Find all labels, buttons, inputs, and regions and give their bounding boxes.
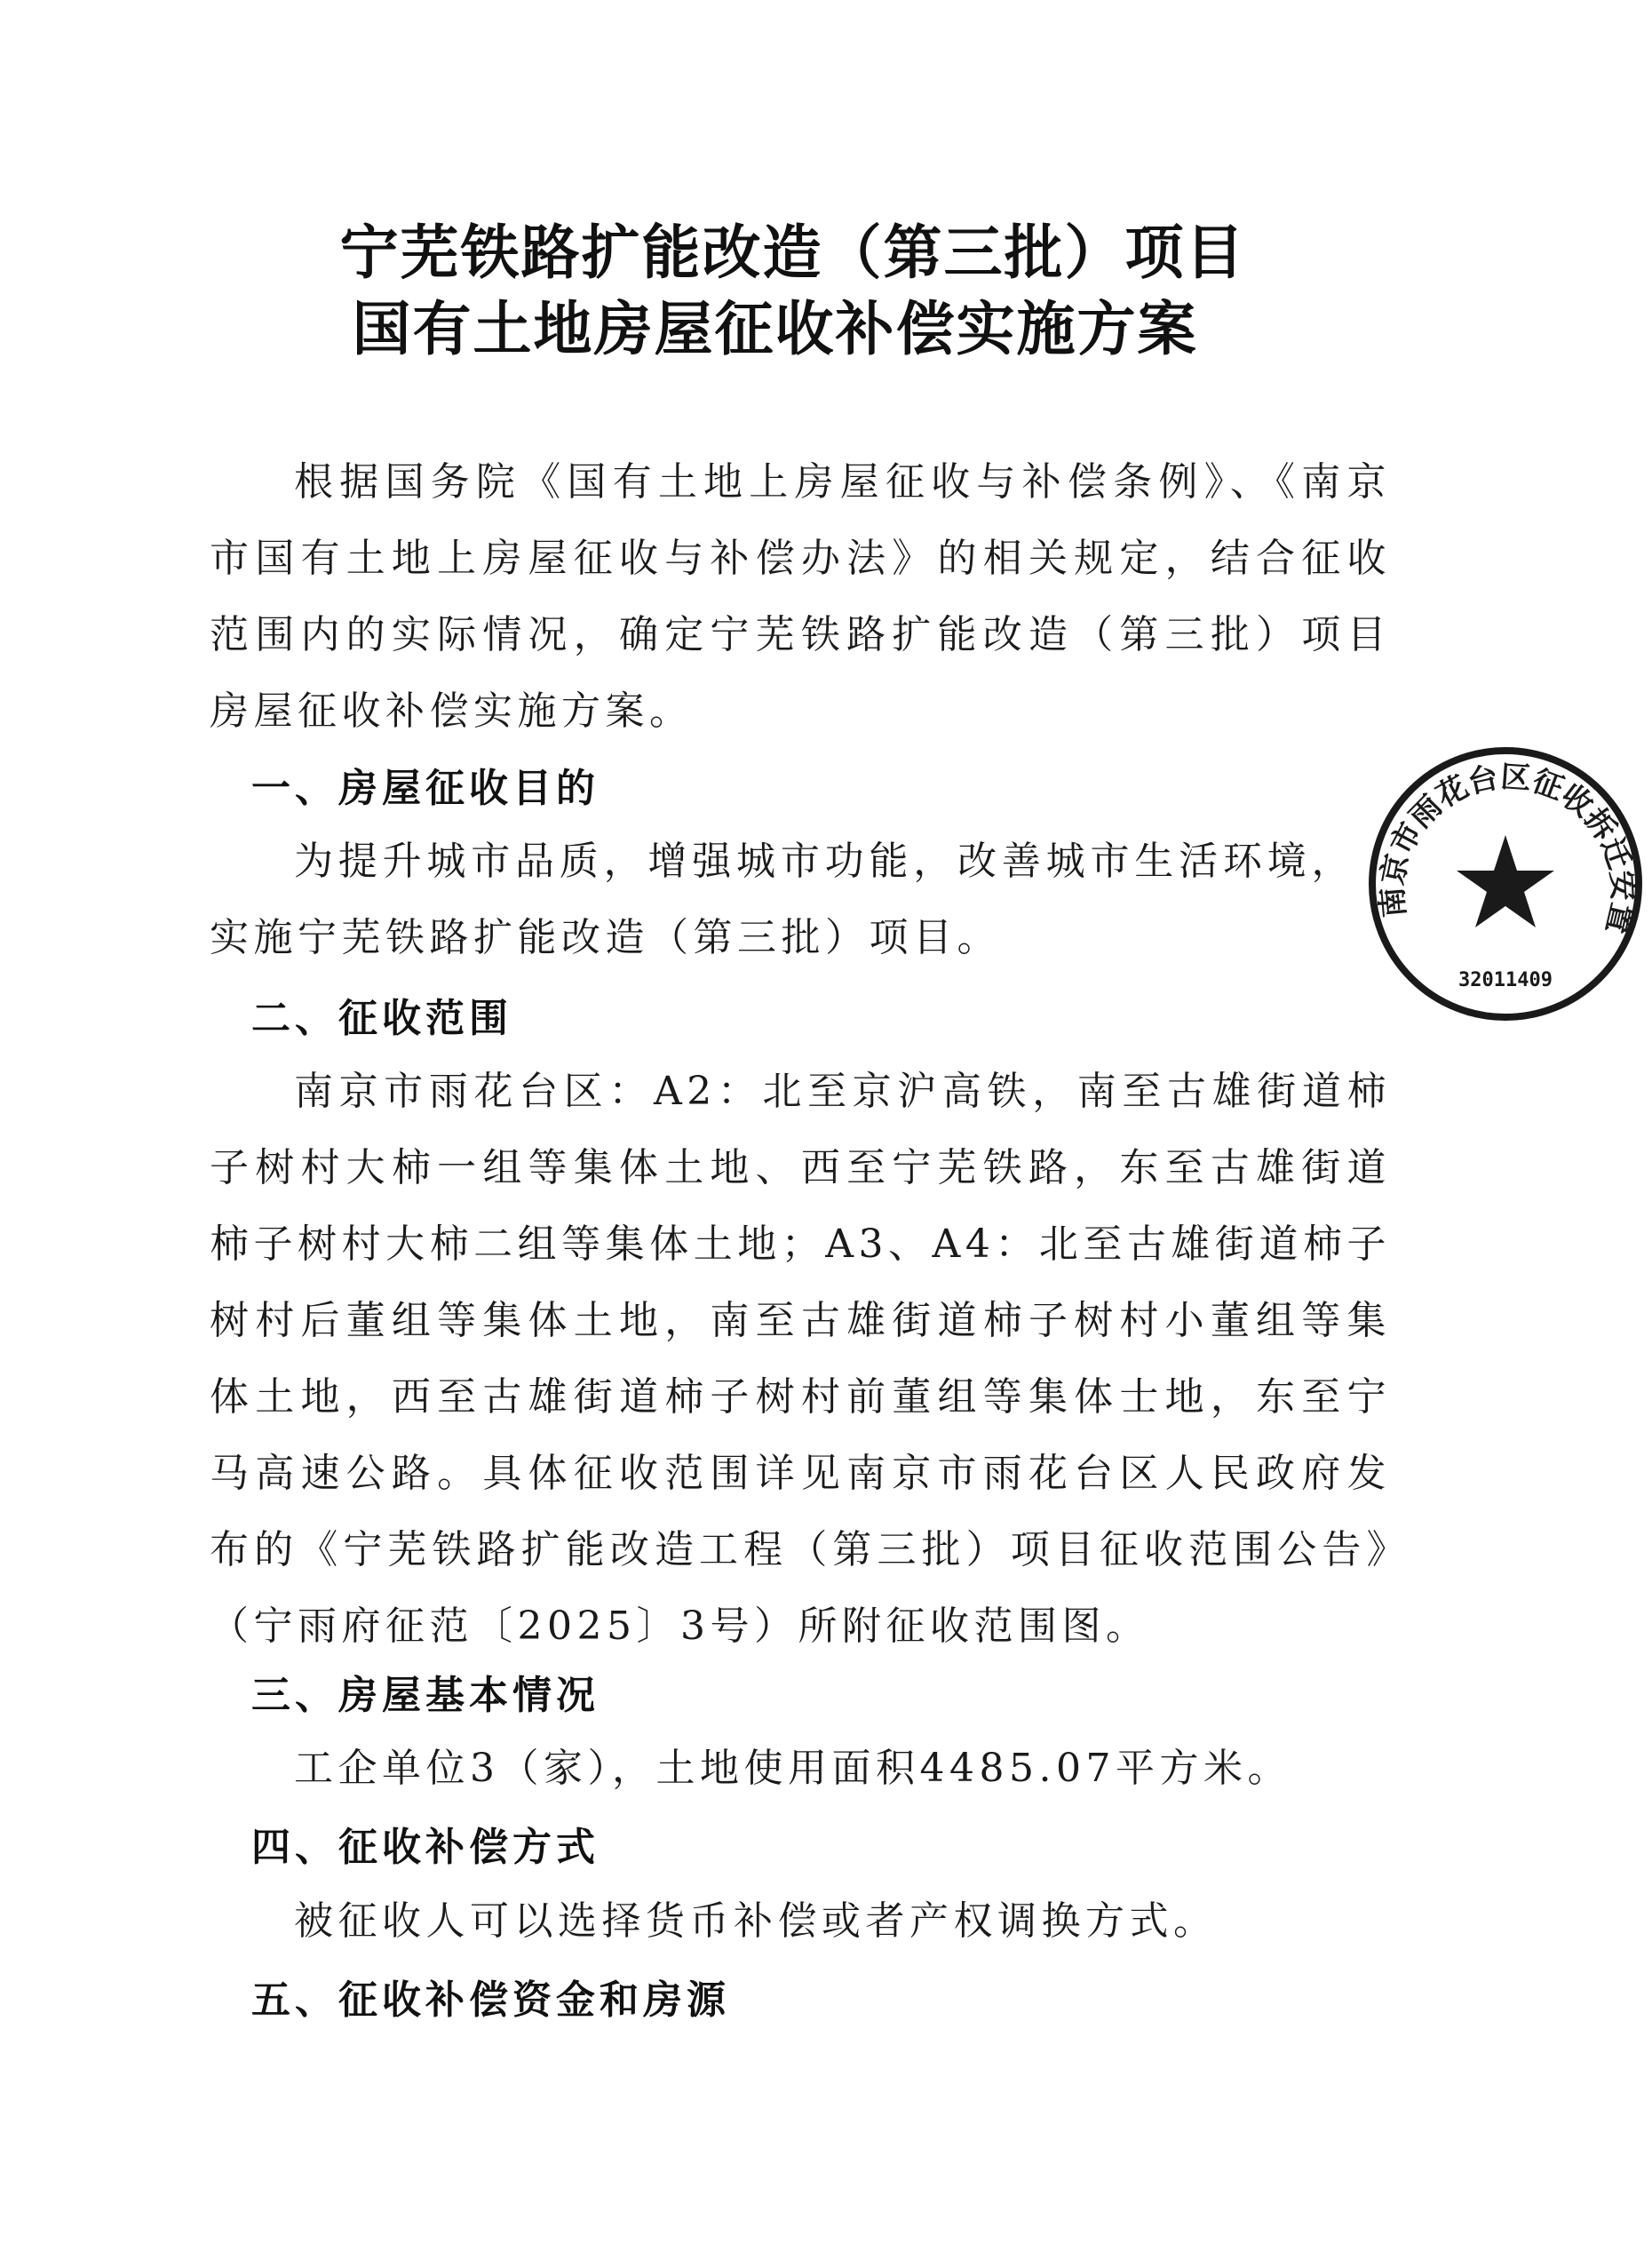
section-heading-3: 三、房屋基本情况 bbox=[251, 1673, 600, 1718]
official-seal-stamp bbox=[1359, 737, 1652, 1030]
section-paragraph-1: 为提升城市品质，增强城市功能，改善城市生活环境，实施宁芜铁路扩能改造（第三批）项目。 bbox=[210, 839, 1355, 960]
section-paragraph-3: 工企单位3（家），土地使用面积4485.07平方米。 bbox=[294, 1746, 1291, 1791]
intro-paragraph: 根据国务院《国有土地上房屋征收与补偿条例》、《南京市国有土地上房屋征收与补偿办法》的相关规定，结合征收范围内的实际情况，确定宁芜铁路扩能改造（第三批）项目房屋征收补偿实施方案。 bbox=[210, 459, 1391, 734]
document-title-line-1: 宁芜铁路扩能改造（第三批）项目 bbox=[339, 219, 1246, 287]
section-paragraph-2: 南京市雨花台区：A2：北至京沪高铁，南至古雄街道柿子树村大柿一组等集体土地、西至宁芜铁路，东至古雄街道柿子树村大柿二组等集体土地；A3、A4：北至古雄街道柿子树村后董组等集体土地，南至古雄街道柿子树村小董组等集体土地，西至古雄街道柿子树村前董组等集体士地，东至宁马高速公路。具体征收范围详见南京市雨花台区人民政府发布的《宁芜铁路扩能改造工程（第三批）项目征收范围公告》（宁雨府征范〔2025〕3号）所附征收范围图。 bbox=[210, 1069, 1391, 1649]
seal-code: 32011409 bbox=[1458, 969, 1553, 991]
section-heading-5: 五、征收补偿资金和房源 bbox=[251, 1977, 730, 2023]
section-heading-2: 二、征收范围 bbox=[251, 996, 512, 1041]
section-paragraph-4: 被征收人可以选择货币补偿或者产权调换方式。 bbox=[294, 1898, 1218, 1944]
document-title-line-2: 国有土地房屋征收补偿实施方案 bbox=[352, 295, 1198, 363]
seal-star-icon bbox=[1457, 835, 1554, 927]
section-heading-4: 四、征收补偿方式 bbox=[251, 1825, 600, 1870]
section-heading-1: 一、房屋征收目的 bbox=[251, 766, 600, 811]
seal-arc-text: 南京市雨花台区征收拆迁安置 bbox=[1374, 759, 1641, 938]
